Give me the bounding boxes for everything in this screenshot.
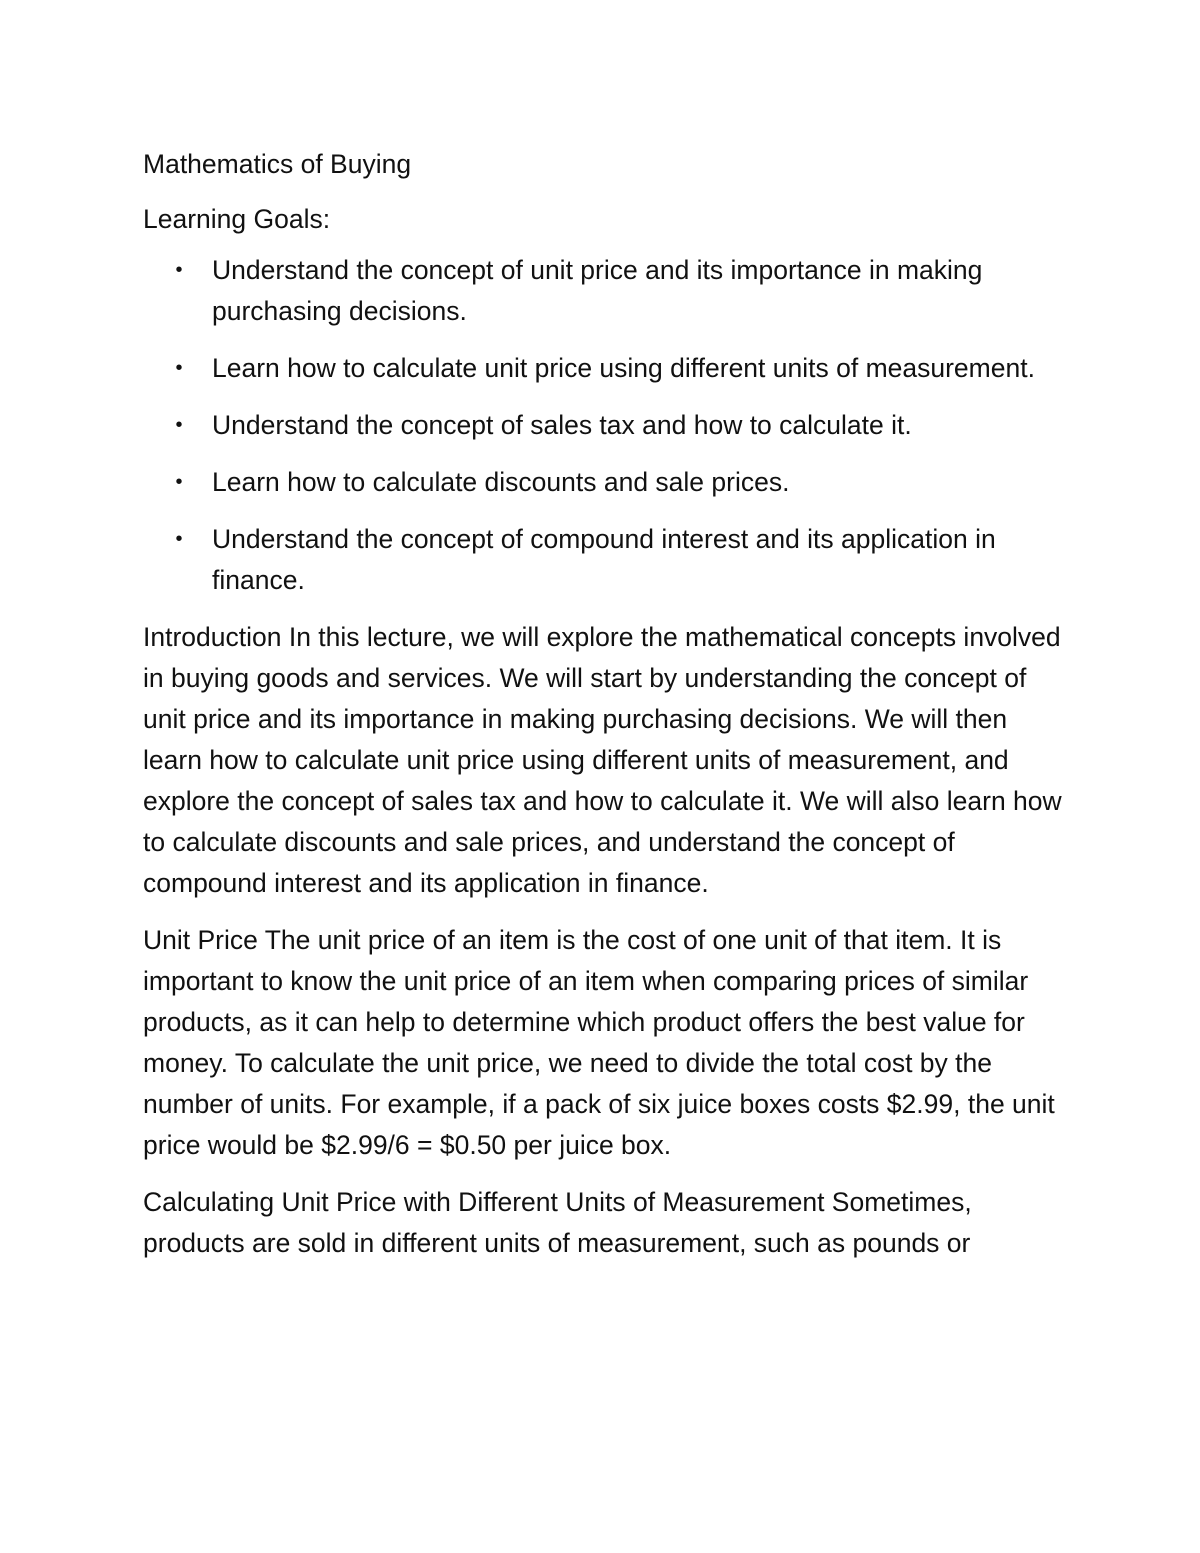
bullet-icon: • xyxy=(175,259,183,281)
learning-goals-heading: Learning Goals: xyxy=(143,204,331,234)
learning-goal-text: Understand the concept of unit price and its importance in making purchasing decisions. xyxy=(212,255,983,326)
learning-goal-text: Understand the concept of compound interest and its application in finance. xyxy=(212,524,996,595)
learning-goal-item xyxy=(143,348,1063,389)
units-of-measurement-paragraph: Calculating Unit Price with Different Units of Measurement Sometimes, products are sold in different units of measurement, such as pounds or xyxy=(143,1187,972,1258)
bullet-icon: • xyxy=(175,471,183,493)
bullet-icon: • xyxy=(175,414,183,436)
learning-goal-item xyxy=(143,462,1063,503)
introduction-paragraph: Introduction In this lecture, we will explore the mathematical concepts involved in buying goods and services. We will start by understanding the concept of unit price and its importance in making purchasing decisions. We will then learn how to calculate unit price using different units of measurement, and explore the concept of sales tax and how to calculate it. We will also learn how to calculate discounts and sale prices, and understand the concept of compound interest and its application in finance. xyxy=(143,622,1062,898)
bullet-icon: • xyxy=(175,357,183,379)
learning-goal-text: Learn how to calculate discounts and sale prices. xyxy=(212,467,790,497)
learning-goal-item xyxy=(143,405,1063,446)
learning-goal-item xyxy=(143,250,1063,332)
document-body xyxy=(143,144,1063,1280)
document-title: Mathematics of Buying xyxy=(143,149,412,179)
unit-price-paragraph: Unit Price The unit price of an item is the cost of one unit of that item. It is important to know the unit price of an item when comparing prices of similar products, as it can help to determine which product offers the best value for money. To calculate the unit price, we need to divide the total cost by the number of units. For example, if a pack of six juice boxes costs $2.99, the unit price would be $2.99/6 = $0.50 per juice box. xyxy=(143,925,1055,1160)
learning-goal-text: Understand the concept of sales tax and how to calculate it. xyxy=(212,410,912,440)
learning-goal-item xyxy=(143,519,1063,601)
bullet-icon: • xyxy=(175,528,183,550)
learning-goals-list xyxy=(143,250,1063,601)
learning-goal-text: Learn how to calculate unit price using different units of measurement. xyxy=(212,353,1035,383)
